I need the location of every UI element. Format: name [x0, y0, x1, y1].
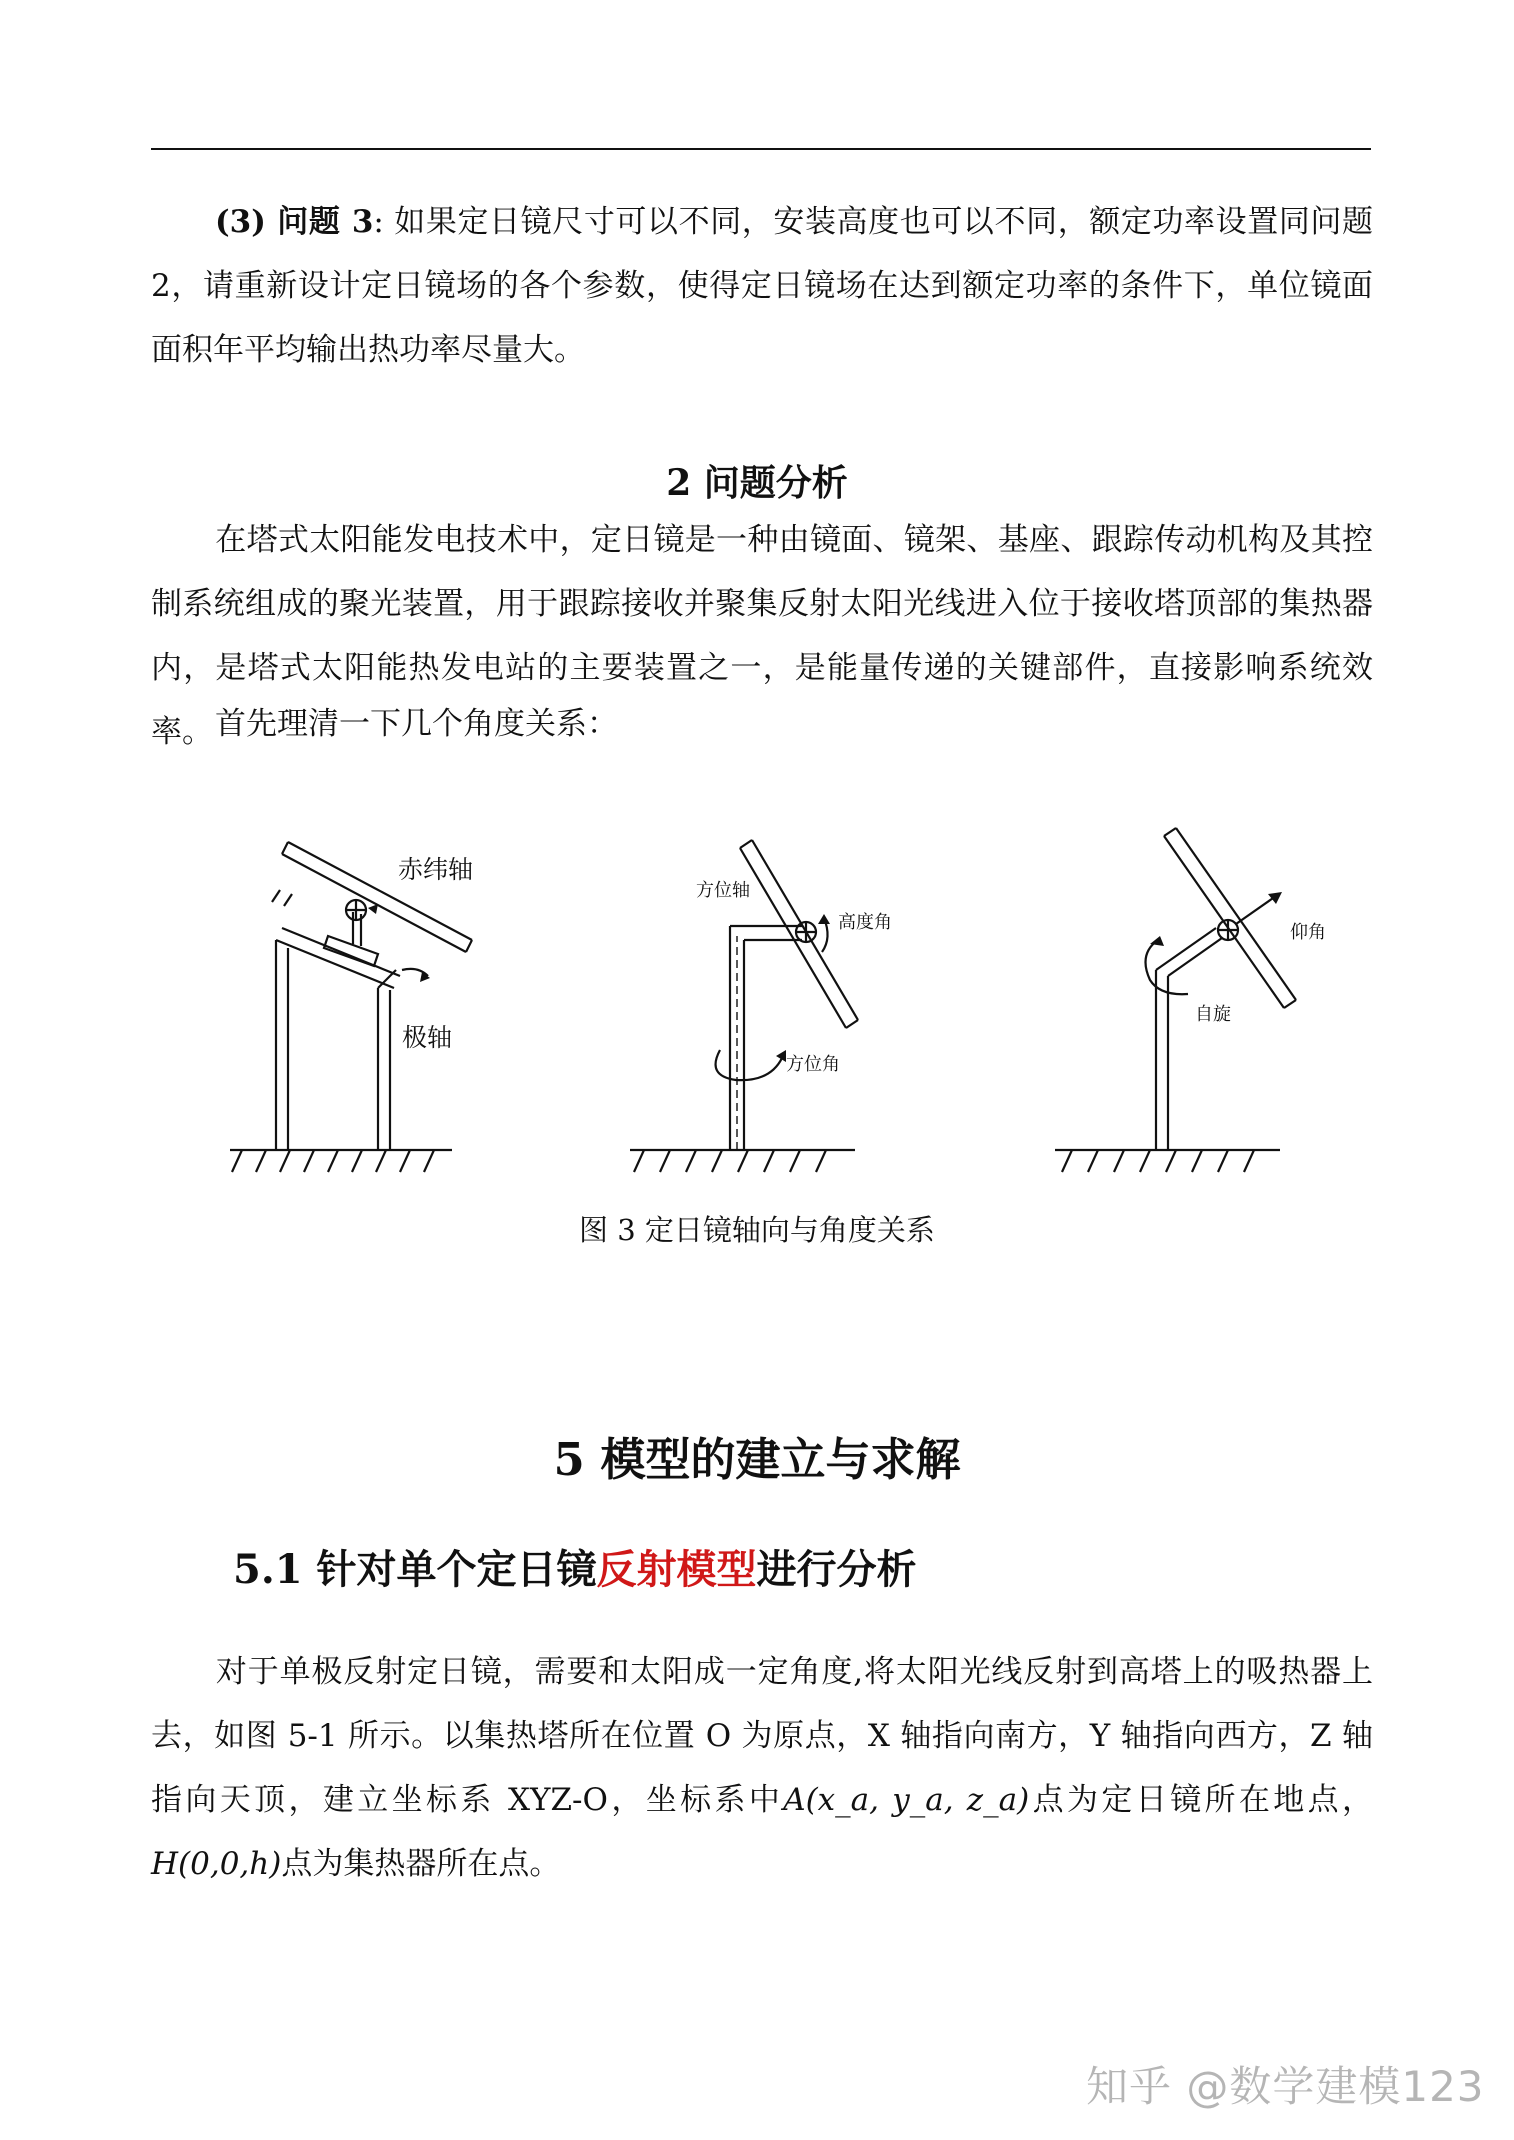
problem3-text: : 如果定日镜尺寸可以不同，安装高度也可以不同，额定功率设置同问题 2，请重新设计定日镜场的各个参数，使得定日镜场在达到额定功率的条件下，单位镜面面积年平均输出热功率尽量大。 — [151, 204, 1373, 368]
problem3-label: (3) 问题 3 — [215, 204, 374, 240]
section2-paragraph2-text: 首先理清一下几个角度关系： — [215, 706, 618, 742]
label-azimuth-axis: 方位轴 — [696, 880, 750, 901]
zhihu-watermark: 知乎 @数学建模123 — [1086, 2062, 1485, 2111]
label-polar-axis: 极轴 — [402, 1023, 453, 1052]
section5-1-title — [233, 1540, 917, 1600]
label-pitch-angle: 仰角 — [1290, 922, 1326, 943]
ground-hatch — [634, 1150, 826, 1172]
section2-paragraph1-text: 在塔式太阳能发电技术中，定日镜是一种由镜面、镜架、基座、跟踪传动机构及其控制系统组成的聚光装置，用于跟踪接收并聚集反射太阳光线进入位于接收塔顶部的集热器内，是塔式太阳能热发电站的主要装置之一，是能量传递的关键部件，直接影响系统效率。 — [151, 522, 1373, 750]
label-azimuth-angle: 方位角 — [786, 1054, 840, 1075]
label-spin: 自旋 — [1195, 1004, 1231, 1025]
section2-title: 2 问题分析 — [666, 462, 848, 504]
section5-1-title-highlight: 反射模型 — [596, 1546, 757, 1593]
section5-1-title-prefix: 5.1 针对单个定日镜 — [233, 1546, 597, 1593]
header-rule — [151, 148, 1371, 150]
section2-paragraph2 — [151, 692, 1373, 756]
math-point-A: A(x_a, y_a, z_a) — [783, 1782, 1030, 1818]
section5-paragraph1-text: 对于单极反射定日镜，需要和太阳成一定角度,将太阳光线反射到高塔上的吸热器上去，如图 5-1 所示。以集热塔所在位置 O 为原点，X 轴指向南方，Y 轴指向西方，Z 轴指向天顶，建立坐标系 XYZ-O，坐标系中 — [151, 1654, 1373, 1818]
label-elevation-angle: 高度角 — [838, 912, 892, 933]
section5-title: 5 模型的建立与求解 — [553, 1433, 961, 1486]
math-point-H: H(0,0,h) — [151, 1846, 282, 1882]
spin-elevation-diagram — [1055, 828, 1296, 1172]
section5-paragraph1-end: 点为集热器所在点。 — [281, 1846, 561, 1882]
section5-paragraph1 — [151, 1640, 1373, 1896]
polar-mount-diagram — [230, 842, 472, 1172]
label-declination-axis: 赤纬轴 — [398, 855, 474, 884]
figure3-diagram — [220, 820, 1340, 1200]
problem3-paragraph — [151, 190, 1373, 382]
section5-1-title-suffix: 进行分析 — [756, 1546, 917, 1593]
section5-paragraph1-mid: 点为定日镜所在地点， — [1029, 1782, 1373, 1818]
ground-hatch — [1062, 1150, 1254, 1172]
figure3 — [220, 820, 1340, 1200]
ground-hatch — [232, 1150, 434, 1172]
figure3-caption: 图 3 定日镜轴向与角度关系 — [579, 1213, 935, 1247]
